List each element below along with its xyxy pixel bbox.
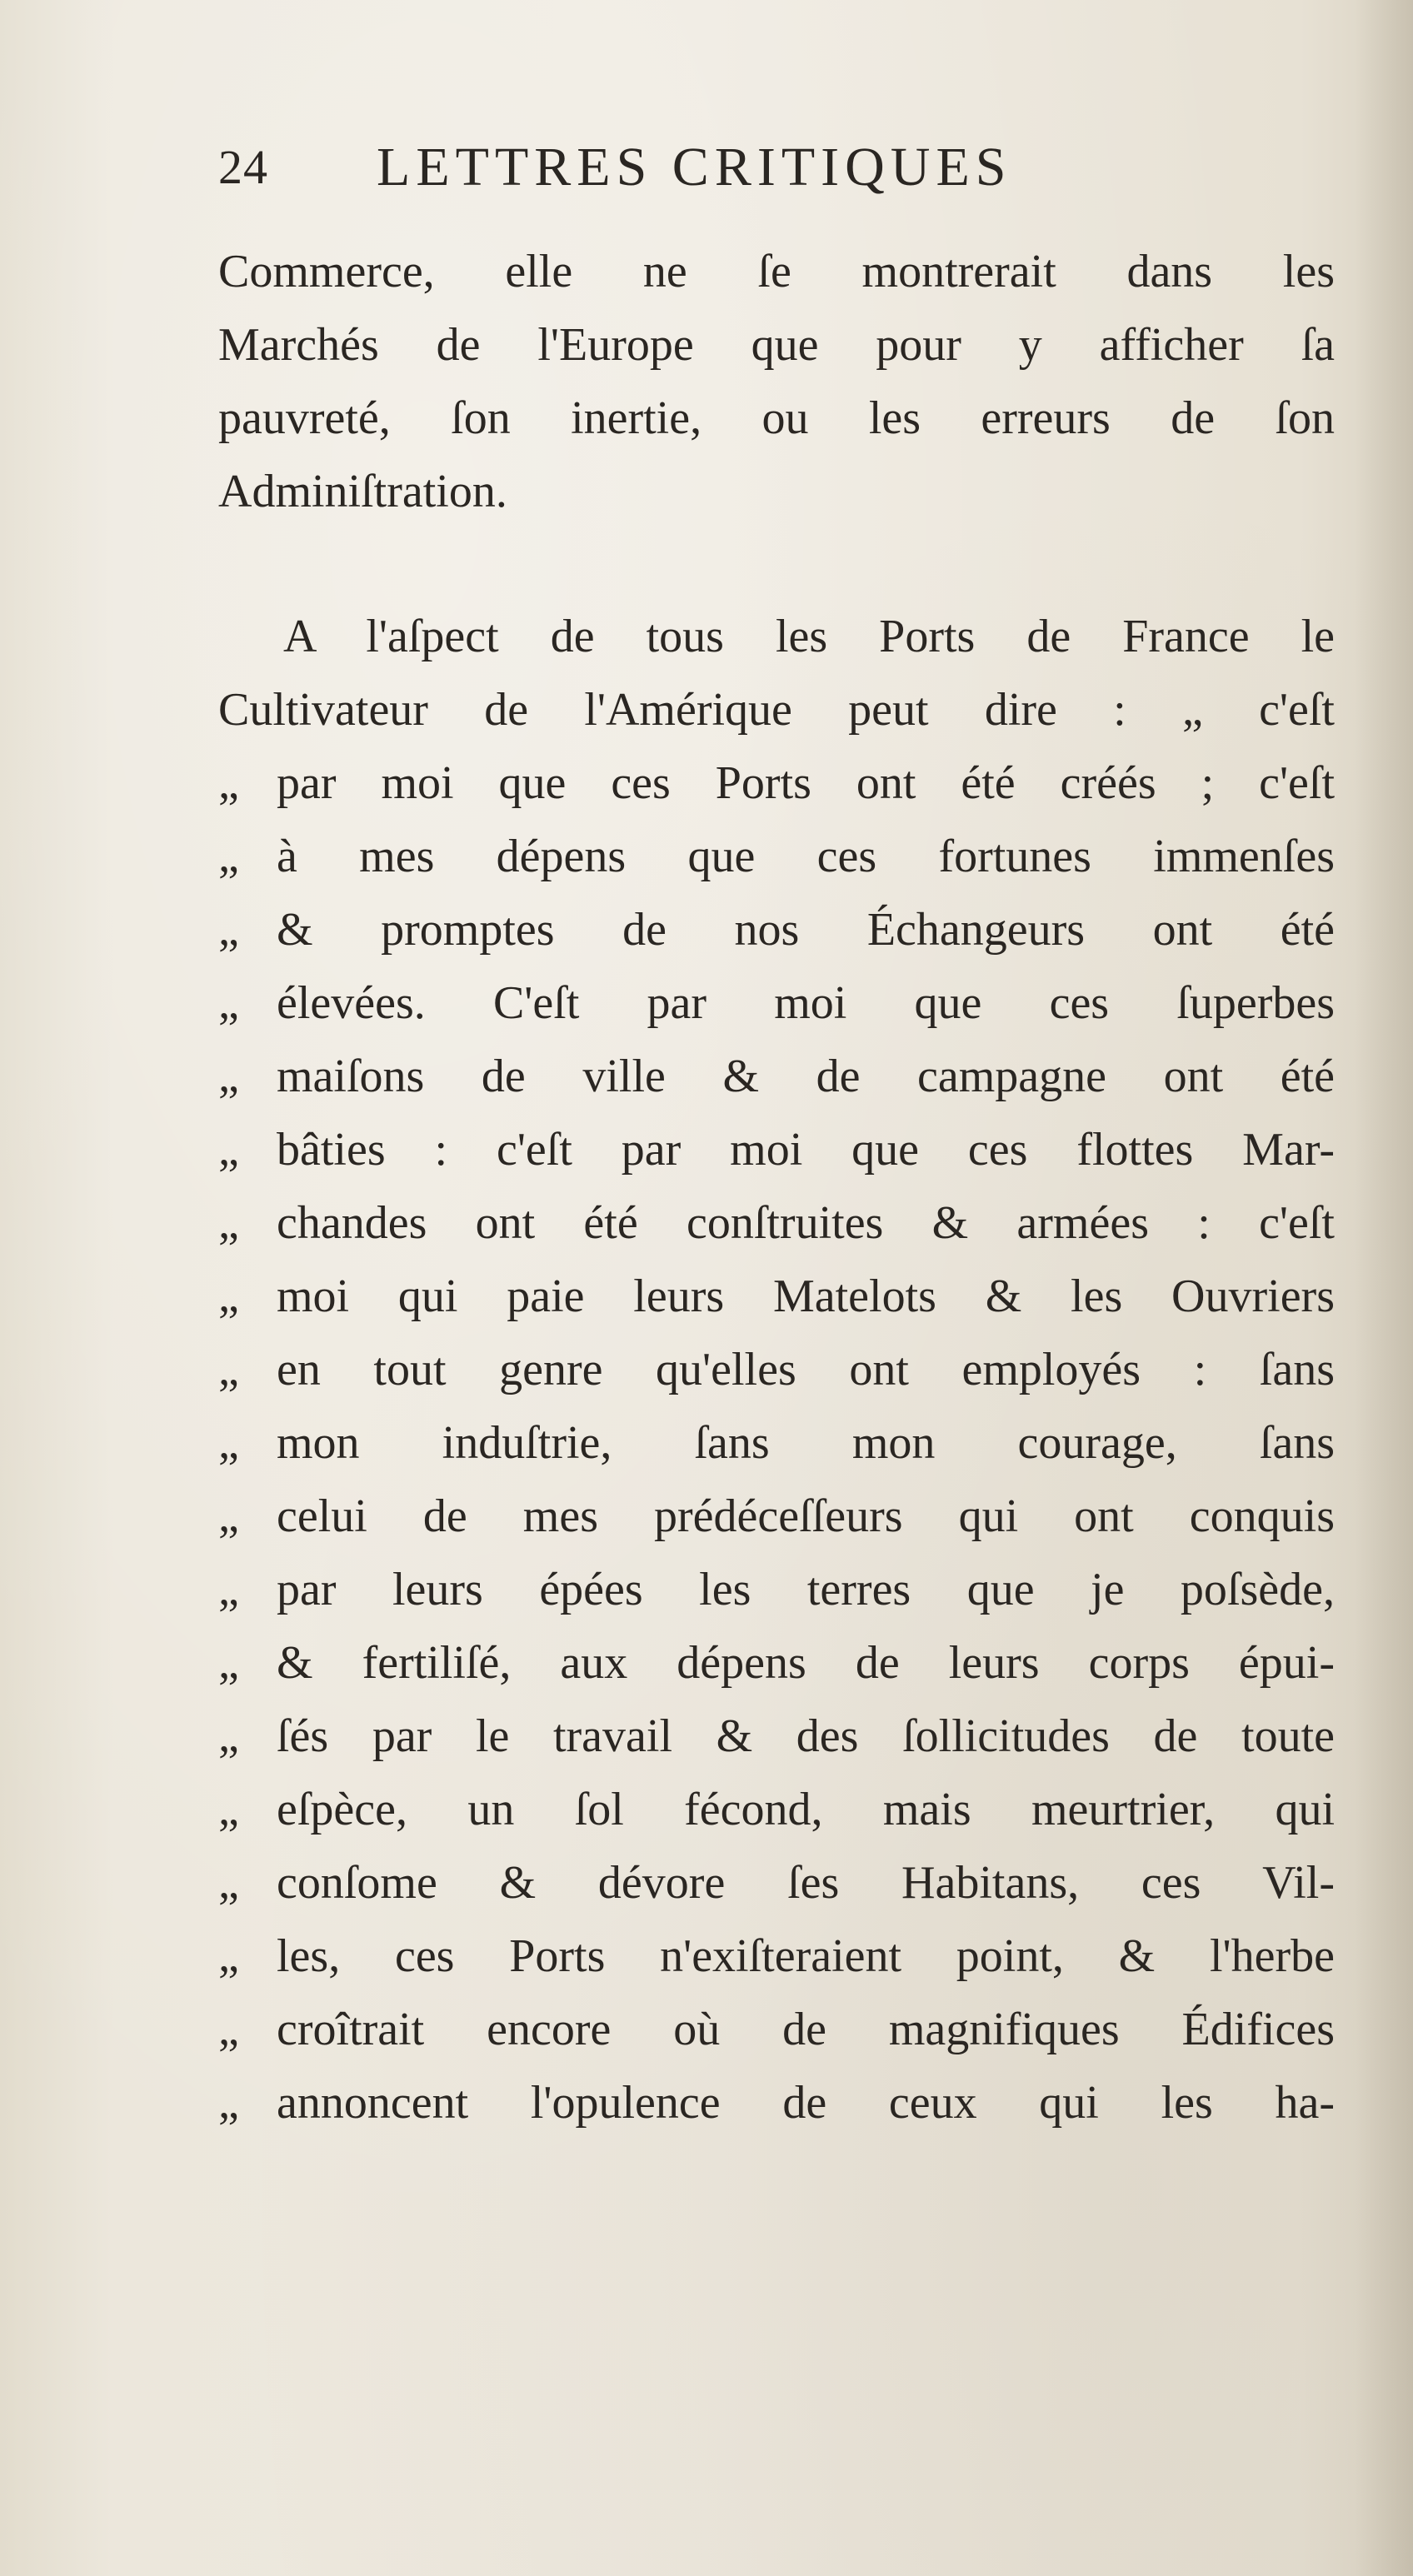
quoted-text: annoncent l'opulence de ceux qui les ha- (277, 2077, 1335, 2129)
quoted-line (218, 1186, 1335, 1260)
quote-mark: „ (218, 2077, 239, 2129)
quoted-line (218, 1480, 1335, 1553)
quoted-line (218, 1773, 1335, 1846)
quote-mark: „ (218, 1490, 239, 1542)
quote-mark: „ (218, 831, 239, 882)
running-header (218, 130, 1218, 205)
quote-mark: „ (218, 1857, 239, 1909)
quoted-text: & promptes de nos Échangeurs ont été (277, 904, 1335, 956)
quoted-line (218, 1260, 1335, 1333)
quote-mark: „ (218, 2004, 239, 2055)
quoted-text: croîtrait encore où de magnifiques Édifices (277, 2004, 1335, 2055)
paragraph-2 (218, 600, 1335, 2139)
quoted-line (218, 1333, 1335, 1406)
text-line: A l'aſpect de tous les Ports de France le (283, 611, 1335, 662)
quoted-line (218, 1846, 1335, 1920)
quoted-text: ſés par le travail & des ſollicitudes de toute (277, 1710, 1335, 1762)
quoted-text: chandes ont été conſtruites & armées : c'eſt (277, 1197, 1335, 1249)
quoted-text: élevées. C'eſt par moi que ces ſuperbes (277, 977, 1335, 1029)
quote-mark: „ (218, 757, 239, 809)
text-line: Adminiſtration. (218, 466, 507, 517)
quoted-line (218, 966, 1335, 1040)
text-line: Cultivateur de l'Amérique peut dire : „ c'eſt (218, 684, 1335, 736)
quoted-line (218, 1553, 1335, 1626)
quoted-line (218, 2066, 1335, 2139)
quote-mark: „ (218, 1417, 239, 1469)
quote-mark: „ (218, 1124, 239, 1176)
quoted-text: les, ces Ports n'exiſteraient point, & l'herbe (277, 1930, 1335, 1982)
quote-mark: „ (218, 1564, 239, 1615)
quote-mark: „ (218, 977, 239, 1029)
quoted-line (218, 1113, 1335, 1186)
quoted-text: maiſons de ville & de campagne ont été (277, 1051, 1335, 1102)
quoted-text: conſome & dévore ſes Habitans, ces Vil- (277, 1857, 1335, 1909)
quote-mark: „ (218, 904, 239, 956)
text-line: Commerce, elle ne ſe montrerait dans les (218, 246, 1335, 297)
quoted-text: moi qui paie leurs Matelots & les Ouvriers (277, 1271, 1335, 1322)
quoted-text: mon induſtrie, ſans mon courage, ſans (277, 1417, 1335, 1469)
page-edge-shadow (1355, 0, 1413, 2576)
quote-mark: „ (218, 1710, 239, 1762)
quoted-line (218, 1406, 1335, 1480)
quote-mark: „ (218, 1930, 239, 1982)
quoted-line (218, 1040, 1335, 1113)
quote-mark: „ (218, 1784, 239, 1835)
quoted-text: par leurs épées les terres que je poſsède, (277, 1564, 1335, 1615)
quoted-text: bâties : c'eſt par moi que ces flottes Mar- (277, 1124, 1335, 1176)
quoted-line (218, 1700, 1335, 1773)
quoted-line (218, 820, 1335, 893)
quoted-text: en tout genre qu'elles ont employés : ſans (277, 1344, 1335, 1395)
paragraph-1 (218, 235, 1335, 528)
quoted-line (218, 1626, 1335, 1700)
quote-mark: „ (218, 1637, 239, 1689)
running-title: LETTRES CRITIQUES (377, 137, 1012, 197)
quoted-line (218, 1993, 1335, 2066)
page-number: 24 (218, 140, 268, 194)
text-line: Marchés de l'Europe que pour y afficher ſa (218, 319, 1335, 371)
quoted-line (218, 893, 1335, 966)
quoted-text: à mes dépens que ces fortunes immenſes (277, 831, 1335, 882)
quoted-text: celui de mes prédéceſſeurs qui ont conquis (277, 1490, 1335, 1542)
quote-mark: „ (218, 1051, 239, 1102)
quoted-line (218, 746, 1335, 820)
quoted-line (218, 1920, 1335, 1993)
quoted-text: & fertiliſé, aux dépens de leurs corps épui- (277, 1637, 1335, 1689)
paragraph-break (218, 528, 1335, 600)
quote-mark: „ (218, 1271, 239, 1322)
quoted-text: par moi que ces Ports ont été créés ; c'eſt (277, 757, 1335, 809)
text-line: pauvreté, ſon inertie, ou les erreurs de ſon (218, 392, 1335, 444)
quote-mark: „ (218, 1344, 239, 1395)
quoted-text: eſpèce, un ſol fécond, mais meurtrier, qui (277, 1784, 1335, 1835)
body-text (218, 235, 1335, 2139)
quote-mark: „ (218, 1197, 239, 1249)
